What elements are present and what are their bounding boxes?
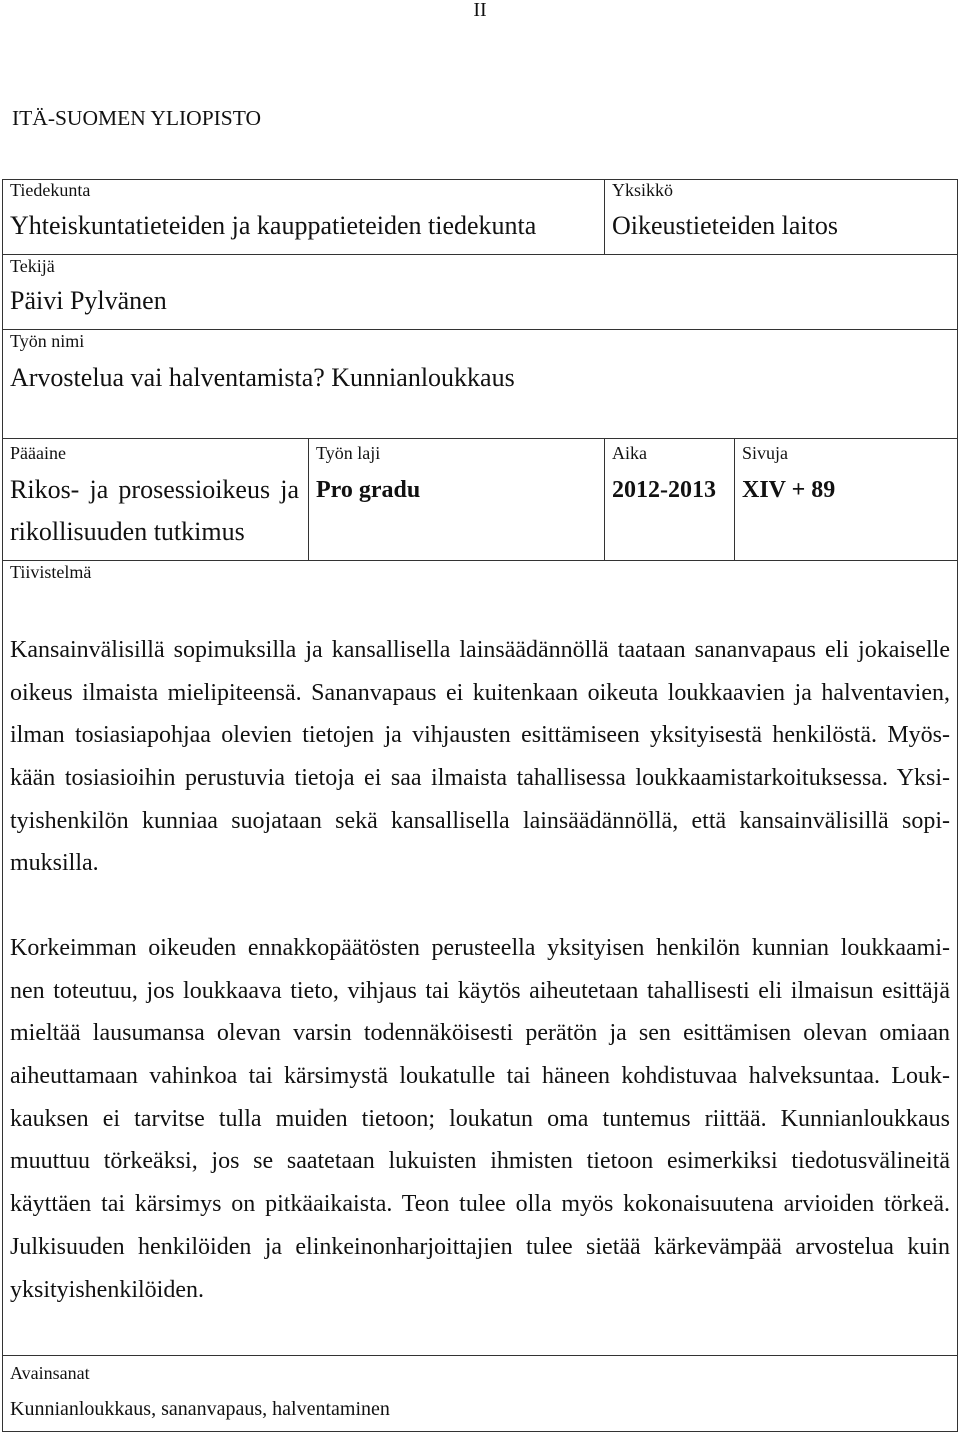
keywords-label: Avainsanat [10, 1363, 90, 1383]
abstract-line: Kansainvälisillä sopimuksilla ja kansallisella lainsäädännöllä taataan sananvapaus eli jokaiselle [10, 637, 950, 663]
abstract-line: nen toteutuu, jos loukkaava tieto, vihjaus tai käytös aiheutetaan tahallisesti eli ilmaisun esittäjä [10, 977, 950, 1004]
rule-below-title [2, 438, 958, 439]
work-type-value: Pro gradu [316, 477, 421, 503]
abstract-line: Korkeimman oikeuden ennakkopäätösten perusteella yksityisen henkilön kunnian loukkaami- [10, 935, 950, 961]
pages-value: XIV + 89 [742, 477, 836, 503]
rule-below-author [2, 329, 958, 330]
abstract-line: ilman tosiasiapohjaa olevien tietojen ja vihjausten esittämiseen yksityisestä henkilöstä. Myös- [10, 722, 950, 749]
time-value: 2012-2013 [612, 477, 716, 503]
abstract-line: Julkisuuden henkilöiden ja elinkeinonharjoittajien tulee sietää kärkevämpää arvostelua kuin [10, 1233, 950, 1260]
abstract-paragraph-1 [10, 629, 950, 885]
major-label: Pääaine [10, 443, 66, 463]
divider-major-type [308, 438, 309, 560]
faculty-value: Yhteiskuntatieteiden ja kauppatieteiden tiedekunta [10, 211, 537, 240]
unit-label: Yksikkö [612, 180, 674, 200]
faculty-label: Tiedekunta [10, 180, 91, 200]
rule-below-major-row [2, 560, 958, 561]
title-label: Työn nimi [10, 331, 85, 351]
rule-below-abstract [2, 1355, 958, 1356]
abstract-line: aiheuttamaan vahinkoa tai kärsimystä loukatulle tai häneen kohdistuvaa halveksuntaa. Louk- [10, 1063, 950, 1090]
abstract-line: yksityishenkilöiden. [10, 1276, 204, 1303]
keywords-value: Kunnianloukkaus, sananvapaus, halventaminen [10, 1398, 390, 1420]
divider-time-pages [734, 438, 735, 560]
abstract-line: mieltää lausumansa olevan varsin todennäköisesti perätön ja sen esittämisen olevan omiaan [10, 1020, 950, 1047]
divider-type-time [604, 438, 605, 560]
abstract-line: käyttäen tai kärsimys on pitkäaikaista. Teon tulee olla myös kokonaisuutena arvioiden törkeä. [10, 1191, 950, 1218]
abstract-label: Tiivistelmä [10, 562, 92, 582]
unit-value: Oikeustieteiden laitos [612, 211, 839, 240]
title-value: Arvostelua vai halventamista? Kunnianloukkaus [10, 363, 515, 392]
abstract-line: tyishenkilön kunniaa suojataan sekä kansallisella lainsäädännöllä, että kansainvälisillä sopi- [10, 807, 950, 834]
major-value-line-2: rikollisuuden tutkimus [10, 517, 245, 546]
page-number: II [473, 0, 487, 21]
abstract-line: muksilla. [10, 850, 99, 877]
abstract-line: kauksen ei tarvitse tulla muiden tietoon; loukatun oma tuntemus riittää. Kunnianloukkaus [10, 1105, 950, 1132]
abstract-line: oikeus ilmaista mielipiteensä. Sananvapaus ei kuitenkaan oikeuta loukkaavien ja halventavien, [10, 679, 950, 706]
author-label: Tekijä [10, 256, 55, 276]
divider-faculty-unit [604, 179, 605, 254]
abstract-line: kään tosiasioihin perustuvia tietoja ei saa ilmaista tahallisessa loukkaamistarkoituksessa. Yksi- [10, 765, 950, 792]
work-type-label: Työn laji [316, 443, 381, 463]
abstract-paragraph-2 [10, 927, 950, 1311]
university-name: ITÄ-SUOMEN YLIOPISTO [12, 106, 262, 130]
major-value-line-1: Rikos- ja prosessioikeus ja [10, 475, 299, 504]
author-value: Päivi Pylvänen [10, 286, 167, 315]
time-label: Aika [612, 443, 647, 463]
abstract-line: muuttuu törkeäksi, jos se saatetaan lukuisten ihmisten tietoon esimerkiksi tiedotusvälineitä [10, 1148, 950, 1175]
rule-below-faculty [2, 254, 958, 255]
pages-label: Sivuja [742, 443, 789, 463]
